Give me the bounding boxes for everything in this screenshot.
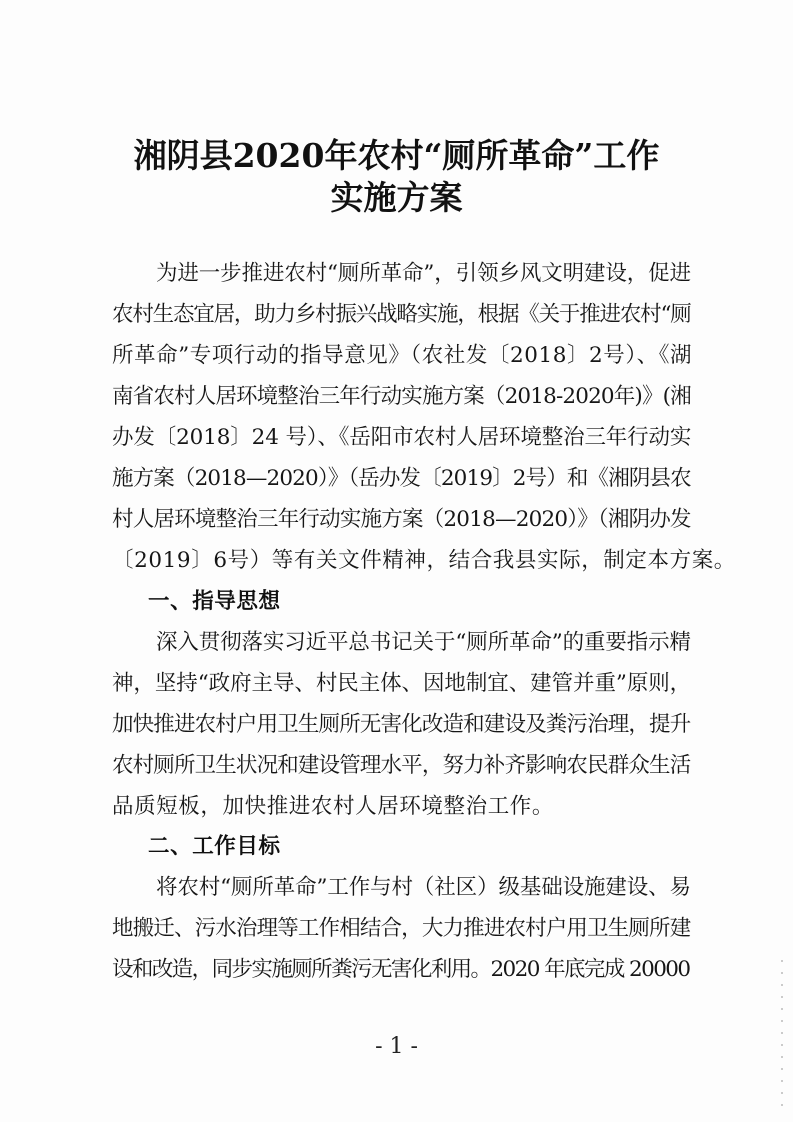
section1-line: 加快推进农村户用卫生厕所无害化改造和建设及粪污治理，提升 <box>112 712 691 737</box>
scan-edge-marks <box>781 960 783 1110</box>
intro-line: 所革命”专项行动的指导意见》（农社发〔2018〕2号）、《湖 <box>112 343 693 368</box>
section-heading-guiding-ideology: 一、指导思想 <box>148 589 281 614</box>
page-number: - 1 - <box>375 1034 418 1059</box>
intro-line: 〔2019〕6号）等有关文件精神，结合我县实际，制定本方案。 <box>112 548 736 573</box>
section2-line: 将农村“厕所革命”工作与村（社区）级基础设施建设、易 <box>156 875 691 900</box>
intro-line: 施方案（2018—2020）》（岳办发〔2019〕2号）和《湘阴县农 <box>112 466 691 491</box>
section2-line: 地搬迁、污水治理等工作相结合，大力推进农村户用卫生厕所建 <box>112 916 691 941</box>
section1-line: 神，坚持“政府主导、村民主体、因地制宜、建管并重”原则， <box>112 671 692 696</box>
intro-line: 办发〔2018〕24 号）、《岳阳市农村人居环境整治三年行动实 <box>112 425 692 450</box>
section1-line: 品质短板，加快推进农村人居环境整治工作。 <box>112 794 555 819</box>
section1-line: 深入贯彻落实习近平总书记关于“厕所革命”的重要指示精 <box>156 630 691 655</box>
section2-line: 设和改造，同步实施厕所粪污无害化利用。2020 年底完成 20000 <box>112 957 690 982</box>
section1-line: 农村厕所卫生状况和建设管理水平，努力补齐影响农民群众生活 <box>112 753 691 778</box>
document-subtitle: 实施方案 <box>330 178 463 217</box>
intro-line: 村人居环境整治三年行动实施方案（2018—2020）》（湘阴办发 <box>112 507 691 532</box>
section-heading-work-goals: 二、工作目标 <box>148 834 281 859</box>
intro-line: 南省农村人居环境整治三年行动实施方案（2018-2020年)》(湘 <box>112 384 691 409</box>
intro-line: 农村生态宜居，助力乡村振兴战略实施，根据《关于推进农村“厕 <box>112 302 691 327</box>
document-title: 湘阴县2020年农村“厕所革命”工作 <box>133 136 660 175</box>
intro-line: 为进一步推进农村“厕所革命”，引领乡风文明建设，促进 <box>156 261 691 286</box>
